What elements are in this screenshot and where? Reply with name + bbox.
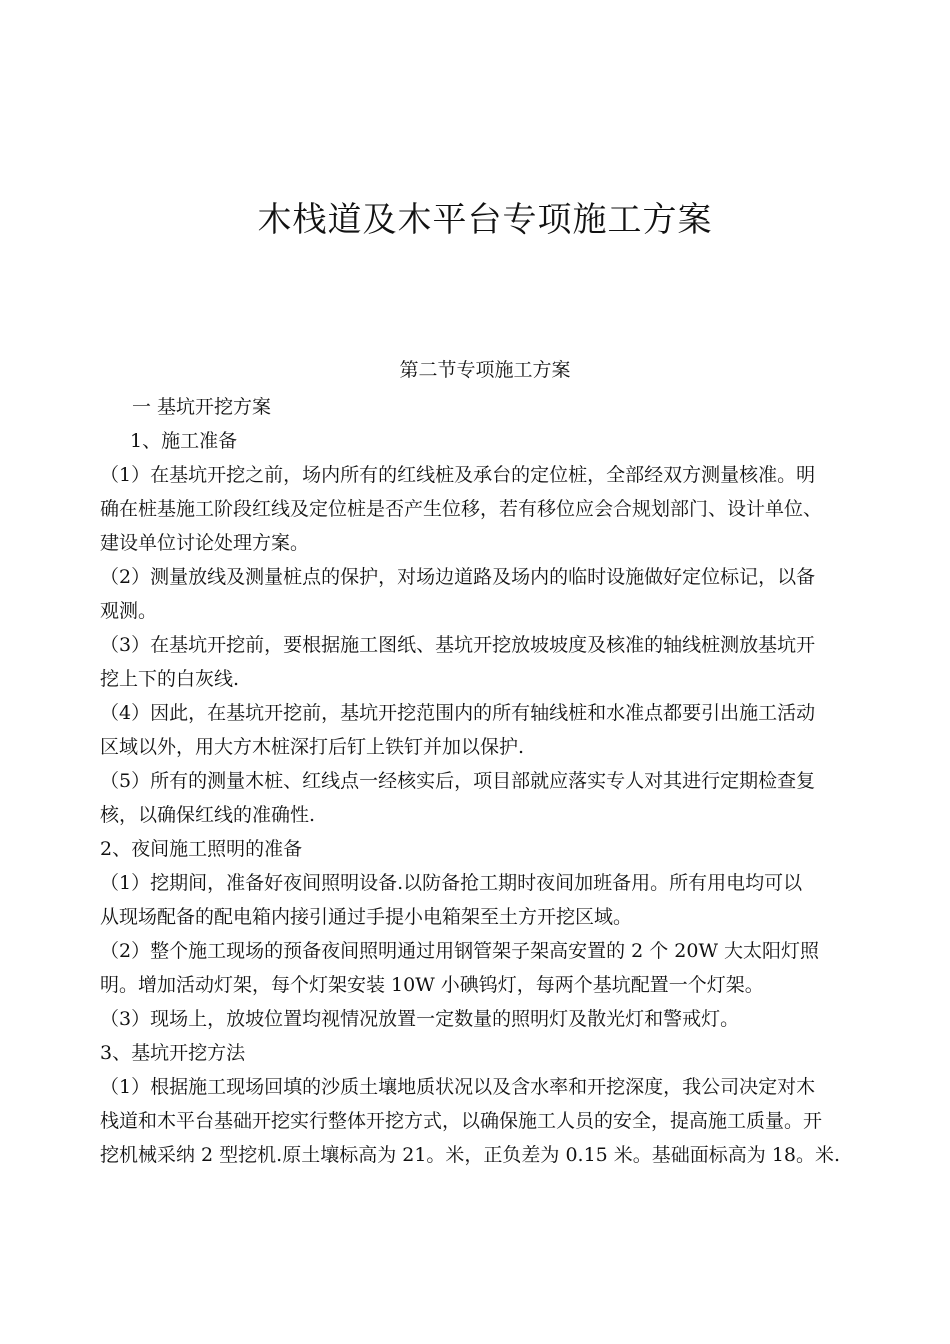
paragraph-line: 建设单位讨论处理方案。 <box>100 532 310 554</box>
paragraph-line: 核，以确保红线的准确性. <box>100 804 316 826</box>
paragraph-line: （2）整个施工现场的预备夜间照明通过用钢管架子架高安置的 2 个 20W 大太阳灯照 <box>100 940 820 962</box>
paragraph-line: （4）因此，在基坑开挖前，基坑开挖范围内的所有轴线桩和水准点都要引出施工活动 <box>100 702 816 724</box>
paragraph-line: 区域以外，用大方木桩深打后钉上铁钉并加以保护. <box>100 736 525 758</box>
paragraph-line: （2）测量放线及测量桩点的保护，对场边道路及场内的临时设施做好定位标记，以备 <box>100 566 816 588</box>
paragraph-line: 明。增加活动灯架，每个灯架安装 10W 小碘钨灯，每两个基坑配置一个灯架。 <box>100 974 764 996</box>
subheading: 1、施工准备 <box>130 430 238 452</box>
paragraph-line: 挖上下的白灰线. <box>100 668 240 690</box>
paragraph-line: （5）所有的测量木桩、红线点一经核实后，项目部就应落实专人对其进行定期检查复 <box>100 770 816 792</box>
section-heading: 第二节专项施工方案 <box>399 359 571 381</box>
paragraph-line: 从现场配备的配电箱内接引通过手提小电箱架至土方开挖区域。 <box>100 906 633 928</box>
paragraph-line: （3）现场上，放坡位置均视情况放置一定数量的照明灯及散光灯和警戒灯。 <box>100 1008 740 1030</box>
paragraph-line: （1）在基坑开挖之前，场内所有的红线桩及承台的定位桩，全部经双方测量核准。明 <box>100 464 816 486</box>
paragraph-line: 栈道和木平台基础开挖实行整体开挖方式，以确保施工人员的安全，提高施工质量。开 <box>100 1110 823 1132</box>
paragraph-line: （3）在基坑开挖前，要根据施工图纸、基坑开挖放坡坡度及核准的轴线桩测放基坑开 <box>100 634 816 656</box>
paragraph-line: 观测。 <box>100 600 158 622</box>
paragraph-line: （1）根据施工现场回填的沙质土壤地质状况以及含水率和开挖深度，我公司决定对木 <box>100 1076 816 1098</box>
paragraph-line: （1）挖期间，准备好夜间照明设备.以防备抢工期时夜间加班备用。所有用电均可以 <box>100 872 803 894</box>
paragraph-line: 确在桩基施工阶段红线及定位桩是否产生位移，若有移位应会合规划部门、设计单位、 <box>100 498 823 520</box>
body-text <box>100 390 875 1172</box>
subheading: 2、夜间施工照明的准备 <box>100 838 303 860</box>
heading-1: 一 基坑开挖方案 <box>132 396 272 418</box>
paragraph-line: 挖机械采纳 2 型挖机.原土壤标高为 21。米，正负差为 0.15 米。基础面标高为 18。米. <box>100 1144 841 1166</box>
document-title: 木栈道及木平台专项施工方案 <box>257 200 713 240</box>
subheading: 3、基坑开挖方法 <box>100 1042 246 1064</box>
